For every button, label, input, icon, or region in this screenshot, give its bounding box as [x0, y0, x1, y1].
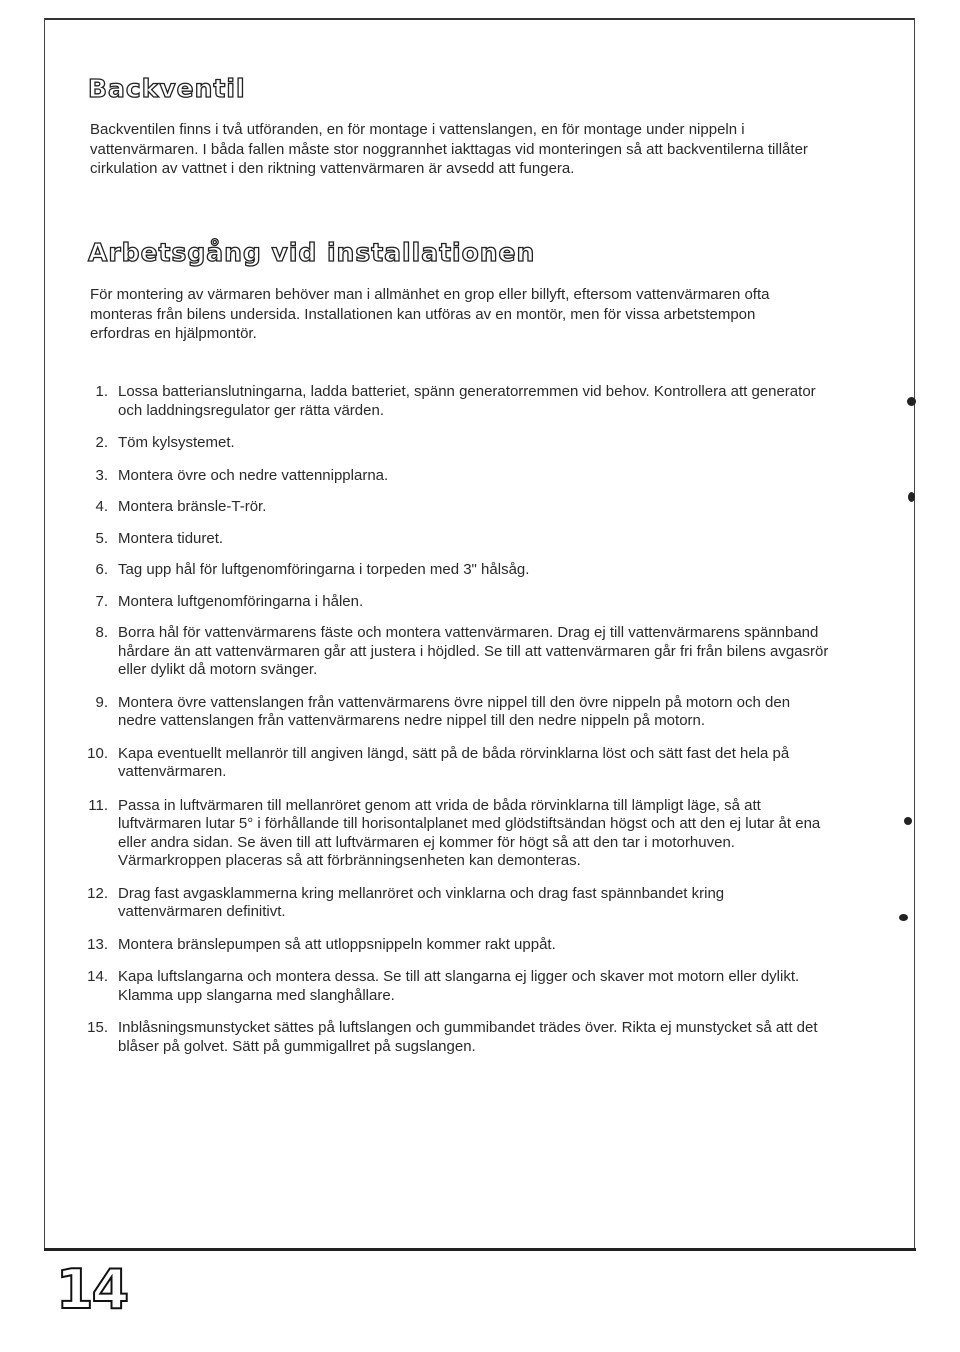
step-text: Tag upp hål för luftgenomföringarna i torpeden med 3" hålsåg. [118, 561, 530, 578]
list-item [72, 593, 832, 612]
step-text: Kapa luftslangarna och montera dessa. Se till att slangarna ej ligger och skaver mot motorn eller dylikt. Klamma upp slangarna med slanghållare. [118, 968, 800, 1004]
scan-speck [907, 397, 916, 406]
list-item [72, 968, 832, 1005]
step-text: Montera luftgenomföringarna i hålen. [118, 592, 364, 610]
step-number: 2. [95, 434, 108, 451]
installation-steps-list [72, 383, 832, 1056]
step-number: 11. [88, 796, 108, 814]
step-text: Inblåsningsmunstycket sättes på luftslangen och gummibandet trädes över. Rikta ej munstycket så att det blåser på golvet. Sätt på gummigallret på sugslangen. [118, 1019, 818, 1055]
frame-top-border [44, 18, 914, 20]
list-item [72, 745, 832, 782]
scan-speck [899, 914, 908, 921]
mounting-paragraph: För montering av värmaren behöver man i allmänhet en grop eller billyft, eftersom vattenvärmaren ofta monteras från bilens undersida. Installationen kan utföras av en montör, men för vissa arbetstempon erfordras en hjälpmontör. [90, 286, 770, 342]
step-number: 9. [95, 693, 108, 711]
list-item [72, 694, 832, 731]
frame-left-border [44, 18, 45, 1250]
intro-paragraph: Backventilen finns i två utföranden, en för montage i vattenslangen, en för montage under nippeln i vattenvärmaren. I båda fallen måste stor noggrannhet iakttagas vid monteringen så att backventilerna tillåter cirkulation av vattnet i den riktning vattenvärmaren är avsedd att fungera. [90, 121, 808, 177]
step-text: Borra hål för vattenvärmarens fäste och montera vattenvärmaren. Drag ej till vattenvärmarens spännband hårdare än att vattenvärmaren går att justera i höjdled. Se till att vattenvärmaren går fri från bilens avgasrör eller dylikt då motorn svänger. [118, 624, 829, 678]
step-number: 5. [95, 529, 108, 547]
step-text: Lossa batterianslutningarna, ladda batteriet, spänn generatorremmen vid behov. Kontrollera att generator och laddningsregulator ger rätta värden. [118, 383, 816, 419]
step-text: Passa in luftvärmaren till mellanröret genom att vrida de båda rörvinklarna till lämpligt läge, så att luftvärmaren lutar 5° i förhållande till horisontalplanet med glödstiftsändan högst och att den ej lutar åt ena eller andra sidan. Se även till att luftvärmaren ej kommer för högt så att den tar i motorhuven. Värmarkroppen placeras så att förbränningsenheten kan demonteras. [118, 796, 821, 869]
list-item [72, 383, 832, 420]
step-number: 14. [87, 968, 108, 985]
step-number: 7. [95, 592, 108, 610]
list-item [72, 1019, 832, 1056]
list-item [72, 885, 832, 922]
list-item [72, 797, 832, 871]
frame-bottom-border [44, 1248, 916, 1251]
list-item [72, 434, 832, 453]
step-text: Drag fast avgasklammerna kring mellanröret och vinklarna och drag fast spännbandet kring vattenvärmaren definitivt. [118, 884, 725, 920]
scan-speck [908, 492, 915, 502]
frame-right-border [914, 18, 915, 1250]
step-text: Töm kylsystemet. [118, 434, 235, 451]
list-item [72, 624, 832, 680]
list-item [72, 530, 832, 549]
step-number: 3. [95, 466, 108, 484]
step-number: 12. [87, 884, 108, 902]
step-number: 4. [95, 498, 108, 515]
scan-speck [904, 817, 912, 825]
step-number: 15. [87, 1019, 108, 1036]
step-text: Montera bränsle-T-rör. [118, 498, 267, 515]
step-number: 6. [95, 561, 108, 578]
step-number: 10. [87, 744, 108, 762]
list-item [72, 498, 832, 517]
step-number: 1. [95, 383, 108, 400]
step-text: Kapa eventuellt mellanrör till angiven längd, sätt på de båda rörvinklarna löst och sätt fast det hela på vattenvärmaren. [118, 744, 790, 780]
page-number: 14 [56, 1258, 128, 1321]
list-item [72, 561, 832, 580]
heading-backventil: Backventil [88, 74, 246, 103]
step-text: Montera övre och nedre vattennipplarna. [118, 466, 389, 484]
step-number: 8. [95, 624, 108, 641]
step-text: Montera tiduret. [118, 529, 224, 547]
step-text: Montera övre vattenslangen från vattenvärmarens övre nippel till den övre nippeln på motorn och den nedre vattenslangen från vattenvärmarens nedre nippel till den nedre nippeln på motorn. [118, 693, 791, 729]
step-number: 13. [87, 935, 108, 953]
list-item [72, 467, 832, 486]
heading-arbetsgang: Arbetsgång vid installationen [88, 238, 536, 267]
list-item [72, 936, 832, 955]
step-text: Montera bränslepumpen så att utloppsnippeln kommer rakt uppåt. [118, 935, 556, 953]
